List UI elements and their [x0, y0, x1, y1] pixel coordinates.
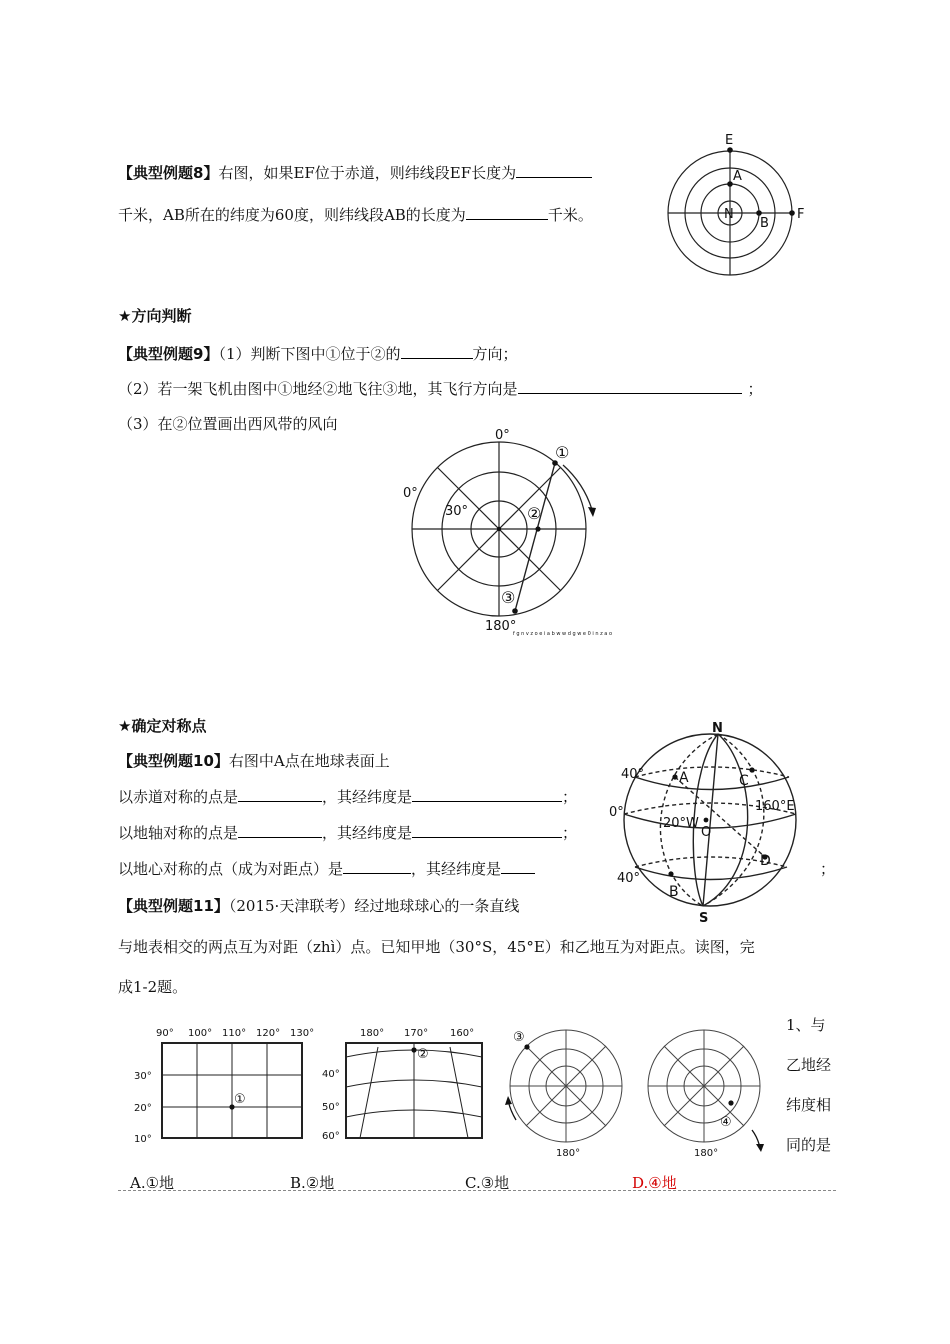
ex8-line2: [118, 204, 593, 225]
divider-dashed: [118, 1190, 836, 1191]
map2-lat-50: 50°: [322, 1102, 340, 1113]
map2-lon-170: 170°: [404, 1028, 429, 1039]
ex8-label-n: N: [724, 207, 734, 222]
ex10-blank-2a[interactable]: [238, 823, 322, 838]
ex11-line3: 成1-2题。: [118, 978, 188, 996]
ex10-r3a: 以地心对称的点（成为对距点）是: [118, 860, 344, 878]
section-symmetry: ★确定对称点: [118, 717, 207, 735]
ex10-row2: [118, 822, 577, 843]
ex10-label-c: C: [739, 773, 749, 789]
ex9-q1b: 方向；: [472, 345, 518, 363]
ex10-r2a: 以地轴对称的点是: [118, 824, 239, 842]
ex8-text1: 右图，如果EF位于赤道，则纬线段EF长度为: [218, 164, 517, 182]
ex10-row3-end: ；: [820, 860, 836, 878]
ex9-label-top: 0°: [495, 428, 510, 443]
ex8-label-e: E: [725, 133, 734, 148]
ex10-blank-1a[interactable]: [238, 787, 322, 802]
map2-lat-40: 40°: [322, 1069, 340, 1080]
map1-lat-30: 30°: [134, 1071, 152, 1082]
map1-point: ①: [234, 1092, 246, 1107]
ex10-label-40s: 40°: [617, 871, 641, 886]
map2-lon-160: 160°: [450, 1028, 475, 1039]
ex9-polar-diagram: [395, 425, 625, 645]
map3-point: ③: [513, 1030, 525, 1045]
ex9-label: 【典型例题9】: [118, 345, 219, 363]
ex9-q3: （3）在②位置画出西风带的风向: [118, 415, 338, 433]
ex10-globe-diagram: [605, 722, 810, 922]
option-d-answer[interactable]: D.④地: [632, 1174, 677, 1192]
ex8-text2a: 千米，AB所在的纬度为60度，则纬线段AB的长度为: [118, 206, 466, 224]
ex10-label: 【典型例题10】: [118, 752, 229, 770]
section-direction: ★方向判断: [118, 307, 192, 325]
ex10-blank-3b[interactable]: [501, 859, 535, 874]
ex10-label-40n: 40°: [621, 767, 645, 782]
option-a[interactable]: A.①地: [130, 1174, 175, 1192]
map4-point: ④: [720, 1115, 732, 1130]
map1-lon-120: 120°: [256, 1028, 281, 1039]
map1-lon-100: 100°: [188, 1028, 213, 1039]
ex11-label: 【典型例题11】: [118, 897, 229, 915]
ex8-text2b: 千米。: [547, 206, 593, 224]
ex8-blank2[interactable]: [466, 205, 548, 220]
ex9-label-lat: 30°: [445, 504, 469, 519]
map1-lon-110: 110°: [222, 1028, 247, 1039]
ex9-point-2: ②: [527, 504, 542, 523]
ex10-r2b: ，其经纬度是: [322, 824, 413, 842]
ex11-side-4: 同的是: [786, 1136, 832, 1154]
ex10-blank-3a[interactable]: [343, 859, 411, 874]
ex9-label-left: 0°: [403, 486, 418, 501]
ex11-side-2: 乙地经: [786, 1056, 832, 1074]
ex10-row3: [118, 858, 535, 879]
ex10-label-n: N: [712, 722, 723, 736]
ex10-intro-text: 右图中A点在地球表面上: [228, 752, 390, 770]
ex10-blank-1b[interactable]: [412, 787, 562, 802]
ex11-side-1: 1、与: [786, 1016, 826, 1034]
map4-bottom-label: 180°: [694, 1148, 719, 1159]
ex9-q2end: ；: [747, 380, 763, 398]
ex10-r3b: ，其经纬度是: [411, 860, 502, 878]
ex9-q1: [118, 343, 518, 364]
ex10-label-20w: 20°W: [663, 816, 699, 831]
map2-lat-60: 60°: [322, 1131, 340, 1142]
option-c[interactable]: C.③地: [465, 1174, 510, 1192]
ex8-label-a: A: [733, 169, 742, 184]
ex11-side-3: 纬度相: [786, 1096, 832, 1114]
ex9-q2text: （2）若一架飞机由图中①地经②地飞往③地，其飞行方向是: [118, 380, 518, 398]
ex10-r1a: 以赤道对称的点是: [118, 788, 239, 806]
ex11-line2: 与地表相交的两点互为对距（zhì）点。已知甲地（30°S，45°E）和乙地互为对距点。读图，完: [118, 938, 755, 956]
ex10-r1c: ；: [562, 788, 578, 806]
ex10-r1b: ，其经纬度是: [322, 788, 413, 806]
map2-point: ②: [417, 1047, 429, 1062]
ex11-map-1: [130, 1025, 320, 1145]
ex8-line1: [118, 162, 592, 183]
map2-lon-180: 180°: [360, 1028, 385, 1039]
ex10-intro: [118, 750, 390, 771]
ex9-q1a: （1）判断下图中①位于②的: [218, 345, 401, 363]
map3-bottom-label: 180°: [556, 1148, 581, 1159]
option-b[interactable]: B.②地: [290, 1174, 335, 1192]
map1-lon-90: 90°: [156, 1028, 174, 1039]
ex8-label: 【典型例题8】: [118, 164, 219, 182]
ex10-label-0: 0°: [609, 805, 624, 820]
ex11-line1: [118, 895, 519, 916]
ex11-map-2: [320, 1025, 490, 1145]
ex11-map-4: [640, 1020, 770, 1160]
ex9-point-1: ①: [555, 443, 570, 462]
ex10-label-o: O: [701, 825, 712, 840]
ex10-label-s: S: [699, 911, 709, 922]
map1-lon-130: 130°: [290, 1028, 315, 1039]
ex10-label-d: D: [760, 853, 771, 869]
ex9-q2: [118, 378, 763, 399]
ex8-blank1[interactable]: [516, 163, 592, 178]
ex9-point-3: ③: [501, 588, 516, 607]
ex11-map-3: [500, 1020, 630, 1160]
ex8-label-f: F: [797, 207, 805, 222]
ex10-label-160e: 160°E: [755, 799, 795, 814]
ex11-text1: （2015·天津联考）经过地球球心的一条直线: [228, 897, 520, 915]
ex9-blank2[interactable]: [518, 379, 742, 394]
ex10-blank-2b[interactable]: [412, 823, 562, 838]
ex8-polar-diagram: [660, 128, 810, 278]
ex9-watermark: f g n v z o e i a b w w d g w e 0 i n z a o: [513, 631, 613, 637]
ex9-label-bottom: 180°: [485, 619, 517, 634]
map1-lat-20: 20°: [134, 1103, 152, 1114]
ex10-label-a: A: [679, 770, 689, 786]
ex10-label-b: B: [669, 884, 679, 900]
ex10-row1: [118, 786, 577, 807]
ex9-blank1[interactable]: [401, 344, 473, 359]
map1-lat-10: 10°: [134, 1134, 152, 1145]
ex10-r2c: ；: [562, 824, 578, 842]
ex8-label-b: B: [760, 216, 769, 231]
